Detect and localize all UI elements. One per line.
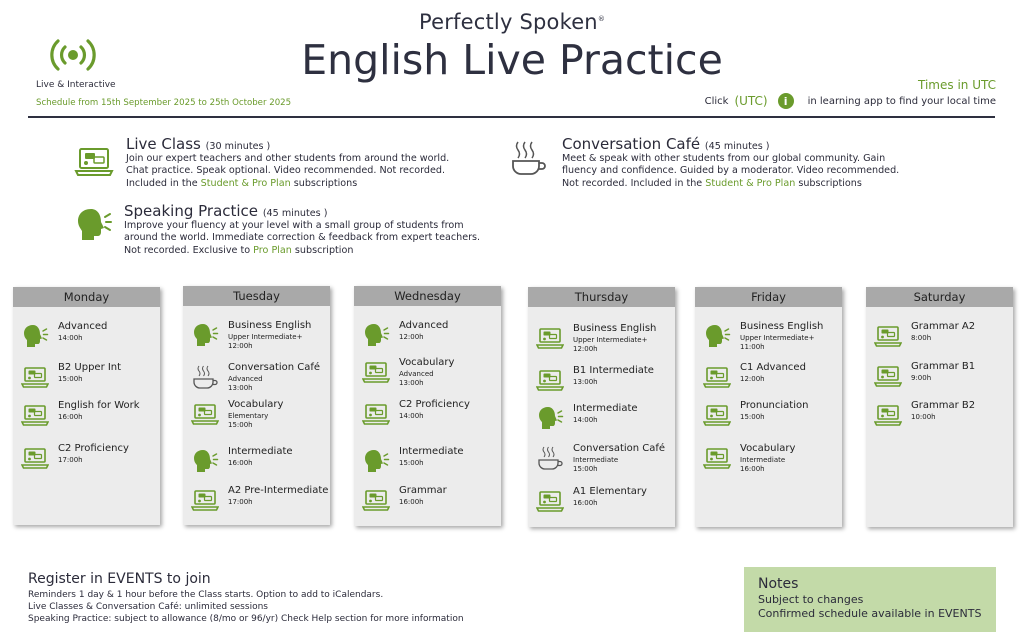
schedule-item	[21, 443, 158, 473]
schedule-item	[536, 323, 673, 353]
session-time: 14:00h	[399, 412, 424, 420]
schedule-item	[191, 320, 328, 350]
brand-logo	[0, 10, 1024, 34]
speaking-practice-description	[124, 202, 480, 257]
live-class-included	[126, 178, 449, 190]
conversation-cafe-title: Conversation Café	[562, 135, 701, 153]
session-level: Advanced	[399, 370, 434, 378]
register-line: Speaking Practice: subject to allowance (8/mo or 96/yr) Check Help section for more information	[28, 614, 464, 624]
speaking-head-icon	[362, 322, 390, 348]
notes-box	[744, 567, 996, 632]
speaking-practice-icon	[74, 205, 114, 249]
laptop-chat-icon	[362, 359, 390, 385]
speaking-head-icon	[191, 448, 219, 474]
brand-registered-mark: ®	[597, 15, 606, 23]
session-time: 10:00h	[911, 413, 936, 421]
laptop-chat-icon	[362, 487, 390, 513]
laptop-chat-icon	[362, 401, 390, 427]
laptop-chat-icon	[874, 323, 902, 349]
schedule-item	[191, 399, 328, 429]
conversation-cafe-line: fluency and confidence. Guided by a moderator. Video recommended.	[562, 165, 900, 177]
schedule-item	[21, 400, 158, 430]
session-title: Advanced	[58, 321, 108, 332]
speaking-practice-line: Improve your fluency at your level with a small group of students from	[124, 220, 464, 231]
register-line: Reminders 1 day & 1 hour before the Class starts. Option to add to iCalendars.	[28, 590, 384, 600]
session-time: 8:00h	[911, 334, 932, 342]
laptop-chat-icon	[874, 363, 902, 389]
session-time: 15:00h	[573, 465, 598, 473]
day-header: Friday	[695, 287, 842, 307]
session-title: Intermediate	[228, 446, 293, 457]
schedule-item	[874, 400, 1011, 430]
live-class-description	[126, 135, 449, 190]
day-column-tuesday	[183, 286, 330, 525]
speaking-practice-line: around the world. Immediate correction & feedback from expert teachers.	[124, 232, 481, 244]
coffee-cup-icon	[508, 138, 548, 178]
laptop-chat-icon	[191, 401, 219, 427]
session-title: A1 Elementary	[573, 486, 647, 497]
session-title: Vocabulary	[740, 443, 796, 454]
live-class-line: Join our expert teachers and other students from around the world.	[126, 153, 450, 164]
register-line: Live Classes & Conversation Café: unlimited sessions	[28, 602, 268, 612]
local-time-hint	[705, 93, 996, 109]
session-title: Advanced	[399, 320, 449, 331]
schedule-item	[191, 362, 328, 392]
schedule-item	[362, 485, 499, 515]
laptop-chat-icon	[703, 402, 731, 428]
info-icon: i	[778, 93, 794, 109]
session-title: Business English	[573, 323, 657, 334]
session-title: Vocabulary	[228, 399, 284, 410]
plan-label: Student & Pro Plan	[200, 177, 291, 189]
click-prefix: Click	[704, 95, 729, 107]
live-class-line: Chat practice. Speak optional. Video recommended. Not recorded.	[126, 165, 446, 177]
header-divider	[28, 116, 995, 118]
session-level: Elementary	[228, 412, 269, 420]
laptop-chat-icon	[874, 402, 902, 428]
speaking-head-icon	[74, 205, 114, 245]
notes-title: Notes	[758, 576, 799, 592]
day-column-thursday	[528, 287, 675, 527]
laptop-chat-icon	[191, 487, 219, 513]
session-level: Advanced	[228, 375, 263, 383]
laptop-chat-icon	[536, 367, 564, 393]
session-title: Grammar B2	[911, 400, 976, 411]
live-class-duration: (30 minutes )	[205, 141, 271, 152]
session-time: 17:00h	[228, 498, 253, 506]
live-class-icon	[74, 140, 114, 184]
session-time: 16:00h	[740, 465, 765, 473]
session-title: A2 Pre-Intermediate	[228, 485, 329, 496]
live-class-title: Live Class	[126, 135, 201, 153]
session-title: C2 Proficiency	[58, 443, 129, 454]
speaking-practice-included	[124, 245, 480, 257]
session-title: Pronunciation	[740, 400, 809, 411]
session-time: 15:00h	[228, 421, 253, 429]
laptop-chat-icon	[21, 445, 49, 471]
schedule-item	[703, 443, 840, 473]
session-title: Intermediate	[399, 446, 464, 457]
session-title: Conversation Café	[573, 443, 666, 454]
schedule-item	[536, 403, 673, 433]
session-level: Upper Intermediate+	[228, 333, 303, 341]
speaking-head-icon	[21, 323, 49, 349]
speaking-head-icon	[703, 323, 731, 349]
conversation-cafe-description	[562, 135, 899, 190]
session-title: Conversation Café	[228, 362, 321, 373]
broadcast-icon	[44, 36, 102, 74]
speaking-head-icon	[362, 448, 390, 474]
notes-line: Confirmed schedule available in EVENTS	[758, 607, 982, 620]
session-time: 13:00h	[573, 378, 598, 386]
utc-label: (UTC)	[734, 94, 768, 108]
session-level: Intermediate	[740, 456, 786, 464]
included-prefix: Not recorded. Exclusive to	[124, 244, 254, 256]
speaking-practice-duration: (45 minutes )	[262, 208, 328, 219]
live-interactive-label: Live & Interactive	[36, 80, 116, 90]
session-title: Grammar A2	[911, 321, 976, 332]
schedule-item	[703, 362, 840, 392]
session-title: Intermediate	[573, 403, 638, 414]
session-time: 15:00h	[399, 459, 424, 467]
included-suffix: subscription	[291, 244, 354, 256]
schedule-item	[703, 321, 840, 351]
session-time: 16:00h	[58, 413, 83, 421]
conversation-cafe-icon	[508, 138, 548, 182]
speaking-head-icon	[536, 405, 564, 431]
conversation-cafe-duration: (45 minutes )	[704, 141, 770, 152]
register-title: Register in EVENTS to join	[28, 571, 211, 587]
session-level: Upper Intermediate+	[573, 336, 648, 344]
laptop-chat-icon	[703, 445, 731, 471]
day-column-saturday	[866, 287, 1013, 527]
session-time: 13:00h	[399, 379, 424, 387]
schedule-item	[21, 362, 158, 392]
session-title: English for Work	[58, 400, 140, 411]
session-level: Upper Intermediate+	[740, 334, 815, 342]
day-header: Tuesday	[183, 286, 330, 306]
session-time: 17:00h	[58, 456, 83, 464]
schedule-item	[874, 321, 1011, 351]
coffee-cup-icon	[536, 445, 564, 471]
schedule-item	[536, 486, 673, 516]
day-column-monday	[13, 287, 160, 525]
session-title: Grammar B1	[911, 361, 976, 372]
day-header: Monday	[13, 287, 160, 307]
speaking-practice-title: Speaking Practice	[124, 202, 259, 220]
schedule-range: Schedule from 15th September 2025 to 25th October 2025	[36, 98, 292, 108]
speaking-head-icon	[191, 322, 219, 348]
schedule-item	[536, 365, 673, 395]
session-time: 16:00h	[573, 499, 598, 507]
session-time: 9:00h	[911, 374, 932, 382]
laptop-chat-icon	[703, 364, 731, 390]
schedule-item	[362, 399, 499, 429]
schedule-item	[874, 361, 1011, 391]
coffee-cup-icon	[191, 364, 219, 390]
session-time: 15:00h	[58, 375, 83, 383]
session-title: C2 Proficiency	[399, 399, 470, 410]
laptop-chat-icon	[21, 364, 49, 390]
schedule-item	[21, 321, 158, 351]
included-suffix: subscriptions	[290, 177, 358, 189]
session-title: Grammar	[399, 485, 447, 496]
day-column-wednesday	[354, 286, 501, 526]
laptop-chat-icon	[536, 488, 564, 514]
schedule-item	[362, 320, 499, 350]
session-time: 12:00h	[399, 333, 424, 341]
day-header: Saturday	[866, 287, 1013, 307]
included-prefix: Included in the	[126, 177, 201, 189]
included-prefix: Not recorded. Included in the	[562, 177, 706, 189]
conversation-cafe-line: Meet & speak with other students from our global community. Gain	[562, 153, 886, 164]
session-time: 12:00h	[740, 375, 765, 383]
schedule-item	[362, 446, 499, 476]
session-time: 14:00h	[58, 334, 83, 342]
schedule-item	[703, 400, 840, 430]
schedule-item	[191, 485, 328, 515]
session-time: 16:00h	[399, 498, 424, 506]
session-title: Business English	[228, 320, 312, 331]
schedule-item	[191, 446, 328, 476]
notes-line: Subject to changes	[758, 593, 864, 606]
session-time: 16:00h	[228, 459, 253, 467]
session-title: B1 Intermediate	[573, 365, 654, 376]
session-time: 12:00h	[228, 342, 253, 350]
session-time: 13:00h	[228, 384, 253, 392]
laptop-chat-icon	[536, 325, 564, 351]
included-suffix: subscriptions	[795, 177, 862, 189]
plan-label: Pro Plan	[253, 244, 292, 256]
session-title: Business English	[740, 321, 824, 332]
conversation-cafe-included	[562, 178, 899, 190]
brand-name: Perfectly Spoken	[418, 10, 598, 34]
session-level: Intermediate	[573, 456, 619, 464]
day-header: Wednesday	[354, 286, 501, 306]
session-time: 12:00h	[573, 345, 598, 353]
session-title: B2 Upper Int	[58, 362, 122, 373]
schedule-item	[536, 443, 673, 473]
session-title: Vocabulary	[399, 357, 455, 368]
day-column-friday	[695, 287, 842, 527]
page-title: English Live Practice	[301, 36, 723, 84]
session-title: C1 Advanced	[740, 362, 806, 373]
click-suffix: in learning app to find your local time	[807, 95, 996, 107]
timezone-label: Times in UTC	[918, 78, 996, 92]
session-time: 11:00h	[740, 343, 765, 351]
laptop-chat-icon	[21, 402, 49, 428]
session-time: 14:00h	[573, 416, 598, 424]
day-header: Thursday	[528, 287, 675, 307]
session-time: 15:00h	[740, 413, 765, 421]
schedule-item	[362, 357, 499, 387]
plan-label: Student & Pro Plan	[705, 177, 796, 189]
laptop-chat-icon	[74, 140, 114, 180]
